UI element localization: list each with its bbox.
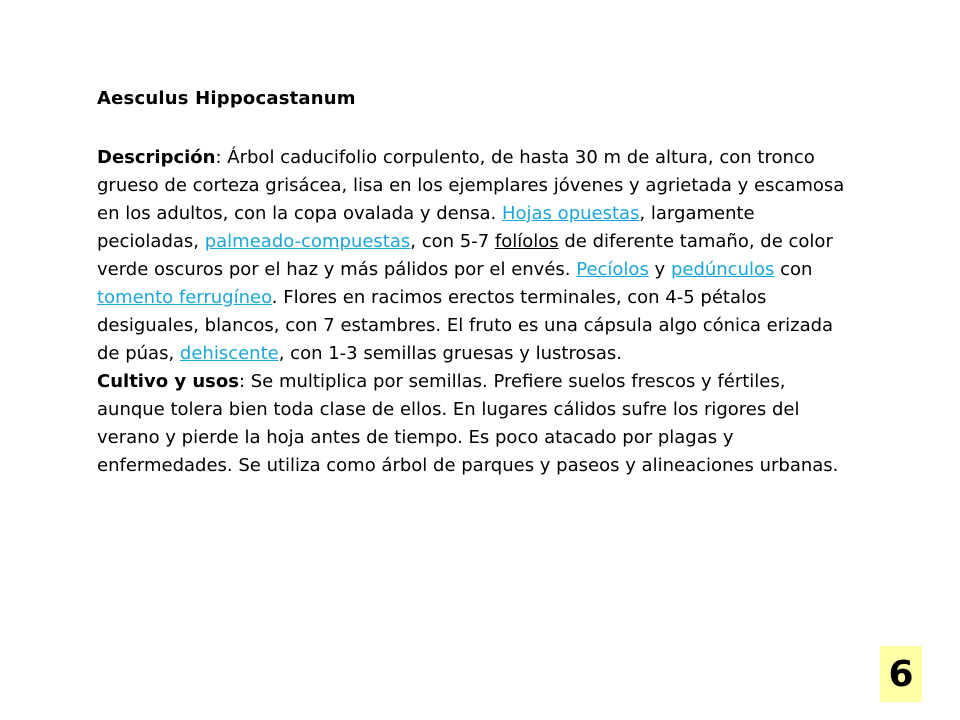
description-separator: : [215, 147, 228, 168]
link-hojas-opuestas[interactable]: Hojas opuestas [502, 203, 640, 224]
page-number-badge: 6 [880, 646, 922, 702]
species-title: Aesculus Hippocastanum [97, 88, 356, 109]
cultivation-separator: : [238, 371, 251, 392]
link-dehiscente[interactable]: dehiscente [179, 343, 279, 364]
term-foliolos: folíolos [494, 231, 559, 252]
cultivation-label: Cultivo y usos [97, 371, 239, 392]
description-paragraph [97, 144, 857, 368]
link-peciolos[interactable]: Pecíolos [576, 259, 649, 280]
description-text-5: y [648, 259, 671, 280]
cultivation-paragraph [97, 368, 857, 480]
description-label: Descripción [97, 147, 216, 168]
description-text-1: Árbol caducifolio corpulento, de hasta 30 m de altura, con tronco grueso de corteza grisácea, lisa en los ejemplares jóvenes y agrietada y escamosa en los adultos, con la copa ovalada y densa. [97, 147, 845, 224]
description-body [97, 144, 857, 480]
description-text-8: , con 1-3 semillas gruesas y lustrosas. [278, 343, 623, 364]
description-text-6: con [774, 259, 813, 280]
description-text-2: , largamente pecioladas, [97, 203, 755, 252]
description-text-4: de diferente tamaño, de color verde oscuros por el haz y más pálidos por el envés. [97, 231, 833, 280]
cultivation-text: Se multiplica por semillas. Prefiere suelos frescos y fértiles, aunque tolera bien toda clase de ellos. En lugares cálidos sufre los rigores del verano y pierde la hoja antes de tiempo. Es poco atacado por plagas y enfermedades. Se utiliza como árbol de parques y paseos y alineaciones urbanas. [97, 371, 839, 476]
description-text-3: , con 5-7 [410, 231, 495, 252]
link-pedunculos[interactable]: pedúnculos [670, 259, 775, 280]
link-palmeado-compuestas[interactable]: palmeado-compuestas [204, 231, 411, 252]
link-tomento-ferrugineo[interactable]: tomento ferrugíneo [97, 287, 272, 308]
description-text-7: . Flores en racimos erectos terminales, con 4-5 pétalos desiguales, blancos, con 7 estambres. El fruto es una cápsula algo cónica erizada de púas, [97, 287, 834, 364]
